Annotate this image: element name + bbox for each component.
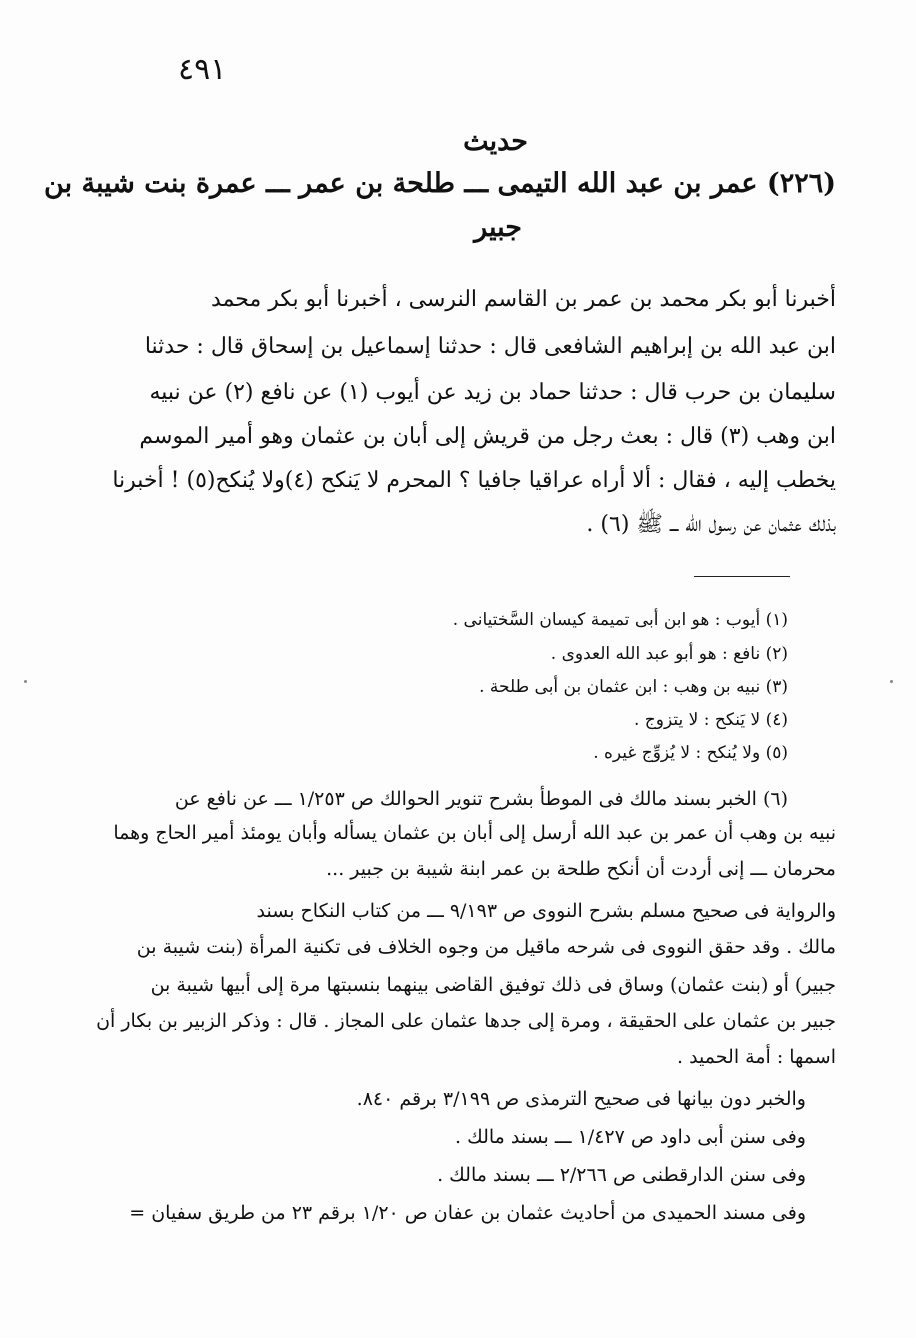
- body-line-5: يخطب إليه ، فقال : ألا أراه عراقيا جافيا ؟ المحرم لا يَنكح (٤)ولا يُنكح(٥) ! أخبرنا: [112, 468, 836, 493]
- footnote-6-line-4: والرواية فى صحيح مسلم بشرح النووى ص ٩/١٩٣ ـــ من كتاب النكاح بسند: [256, 900, 836, 922]
- footnote-6-line-11: وفى سنن الدارقطنى ص ٢/٢٦٦ ـــ بسند مالك .: [437, 1164, 806, 1186]
- footnote-6-line-9: والخبر دون بيانها فى صحيح الترمذى ص ٣/١٩٩ برقم ٨٤٠.: [356, 1088, 806, 1110]
- footnote-5: (٥) ولا يُنكح : لا يُزوِّج غيره .: [593, 743, 788, 763]
- page-number: ٤٩١: [178, 52, 227, 87]
- hadith-title-line-2: جبير: [474, 212, 522, 243]
- body-line-2: ابن عبد الله بن إبراهيم الشافعى قال : حدثنا إسماعيل بن إسحاق قال : حدثنا: [144, 334, 836, 359]
- hadith-title-line-1: (٢٢٦) عمر بن عبد الله التيمى ـــ طلحة بن عمر ـــ عمرة بنت شيبة بن: [44, 168, 836, 199]
- scan-speck: [24, 680, 27, 683]
- footnote-2: (٢) نافع : هو أبو عبد الله العدوى .: [550, 644, 788, 664]
- body-line-6: بذلك عثمان عن رسول الله ـــ ﷺ (٦) .: [586, 512, 836, 537]
- footnote-6-line-7: جبير بن عثمان على الحقيقة ، ومرة إلى جدها عثمان على المجاز . قال : وذكر الزبير بن بكار أن: [96, 1010, 836, 1032]
- footnote-1: (١) أيوب : هو ابن أبى تميمة كيسان السَّختيانى .: [452, 610, 788, 630]
- hadith-label: حديث: [463, 126, 528, 157]
- footnote-3: (٣) نبيه بن وهب : ابن عثمان بن أبى طلحة .: [479, 677, 788, 697]
- footnote-6-line-1: (٦) الخبر بسند مالك فى الموطأ بشرح تنوير الحوالك ص ١/٢٥٣ ـــ عن نافع عن: [174, 788, 788, 810]
- footnote-6-line-10: وفى سنن أبى داود ص ١/٤٢٧ ـــ بسند مالك .: [454, 1126, 806, 1148]
- body-line-1: أخبرنا أبو بكر محمد بن عمر بن القاسم النرسى ، أخبرنا أبو بكر محمد: [211, 287, 836, 312]
- footnote-6-line-12: وفى مسند الحميدى من أحاديث عثمان بن عفان ص ١/٢٠ برقم ٢٣ من طريق سفيان =: [129, 1202, 806, 1224]
- footnote-6-line-2: نبيه بن وهب أن عمر بن عبد الله أرسل إلى أبان بن عثمان يسأله وأبان يومئذ أمير الحاج وهما: [113, 822, 836, 844]
- body-line-3: سليمان بن حرب قال : حدثنا حماد بن زيد عن أيوب (١) عن نافع (٢) عن نبيه: [149, 380, 836, 405]
- footnote-separator: [694, 576, 790, 577]
- footnote-6-line-6: جبير) أو (بنت عثمان) وساق فى ذلك توفيق القاضى بينهما بنسبتها مرة إلى أبيها شيبة بن: [150, 974, 836, 996]
- body-line-4: ابن وهب (٣) قال : بعث رجل من قريش إلى أبان بن عثمان وهو أمير الموسم: [139, 424, 836, 449]
- footnote-6-line-3: محرمان ـــ إنى أردت أن أنكح طلحة بن عمر ابنة شيبة بن جبير ...: [326, 858, 836, 880]
- footnote-4: (٤) لا يَنكح : لا يتزوج .: [633, 710, 788, 730]
- scan-speck: [890, 680, 893, 683]
- footnote-6-line-5: مالك . وقد حقق النووى فى شرحه ماقيل من وجوه الخلاف فى تكنية المرأة (بنت شيبة بن: [136, 936, 836, 958]
- footnote-6-line-8: اسمها : أمة الحميد .: [677, 1046, 836, 1068]
